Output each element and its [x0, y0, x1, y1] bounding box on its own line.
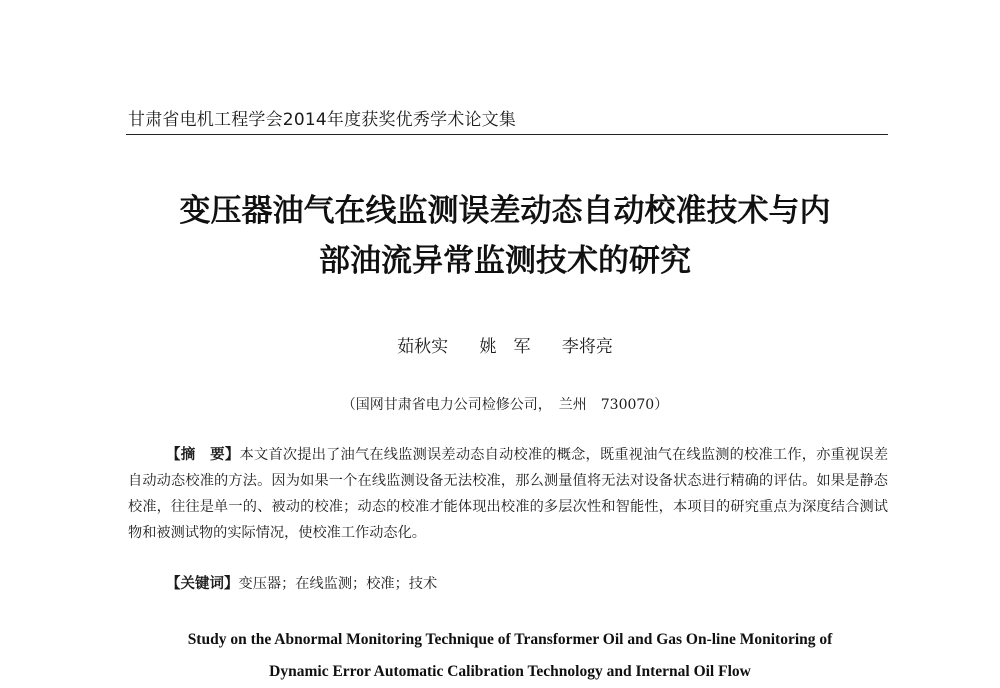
abstract — [128, 442, 888, 546]
running-head: 甘肃省电机工程学会2014年度获奖优秀学术论文集 — [128, 110, 517, 130]
paper-title-line-1: 变压器油气在线监测误差动态自动校准技术与内 — [179, 193, 831, 229]
paper-title — [120, 186, 890, 286]
keywords-text: 变压器；在线监测；校准；技术 — [238, 576, 438, 592]
abstract-text: 本文首次提出了油气在线监测误差动态自动校准的概念，既重视油气在线监测的校准工作，亦重视误差自动动态校准的方法。因为如果一个在线监测设备无法校准，那么测量值将无法对设备状态进行精确的评估。如果是静态校准，往往是单一的、被动的校准；动态的校准才能体现出校准的多层次性和智能性，本项目的研究重点为深度结合测试物和被测试物的实际情况，使校准工作动态化。 — [128, 447, 889, 541]
keywords-label: 【关键词】 — [166, 576, 239, 592]
author-list — [0, 332, 1000, 357]
keywords — [166, 572, 886, 593]
abstract-label: 【摘 要】 — [166, 447, 240, 463]
english-title-line-1: Study on the Abnormal Monitoring Technique of Transformer Oil and Gas On-line Monitoring of — [187, 631, 833, 648]
english-title-line-2: Dynamic Error Automatic Calibration Technology and Internal Oil Flow — [269, 663, 751, 680]
author-name: 茹秋实 — [397, 337, 449, 357]
affiliation: （国网甘肃省电力公司检修公司， 兰州 730070） — [341, 397, 669, 413]
author-name: 姚 军 — [479, 337, 531, 357]
paper-title-line-2: 部油流异常监测技术的研究 — [319, 243, 691, 279]
author-name: 李将亮 — [561, 337, 613, 357]
header-rule — [126, 134, 888, 135]
english-title — [110, 624, 910, 688]
